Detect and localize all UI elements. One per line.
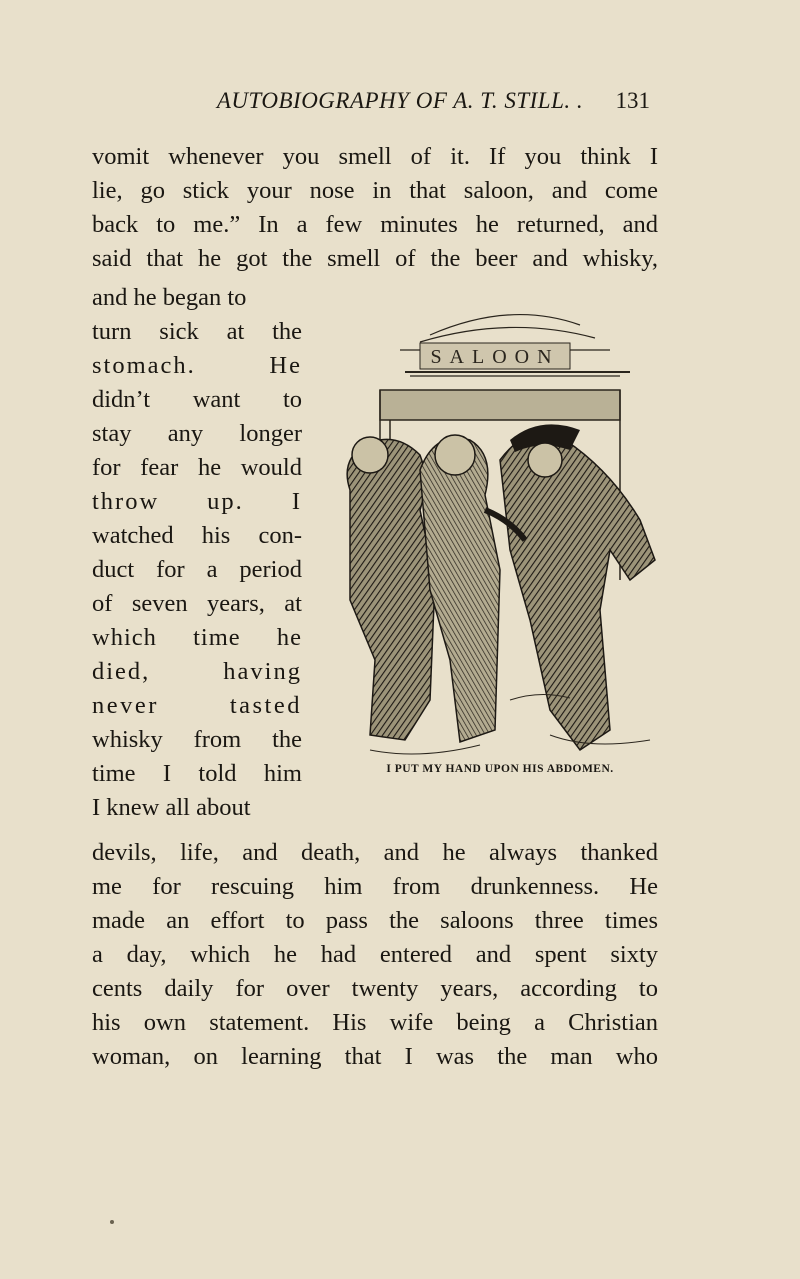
text-line: duct for a period — [92, 556, 302, 583]
text-line: time I told him — [92, 760, 302, 787]
text-line: throw up. I — [92, 488, 302, 515]
text-line: made an effort to pass the saloons three times — [92, 907, 658, 934]
text-line: me for rescuing him from drunkenness. He — [92, 873, 658, 900]
text-line: cents daily for over twenty years, according to — [92, 975, 658, 1002]
figure-caption: I PUT MY HAND UPON HIS ABDOMEN. — [386, 763, 614, 775]
text-line: which time he — [92, 624, 302, 651]
page-speck — [110, 1220, 114, 1224]
text-line: and he began to — [92, 284, 247, 311]
text-line: didn’t want to — [92, 386, 302, 413]
running-head: AUTOBIOGRAPHY OF A. T. STILL. . — [216, 88, 584, 113]
text-line: never tasted — [92, 692, 302, 719]
page-header — [0, 88, 800, 124]
text-line: his own statement. His wife being a Christian — [92, 1009, 658, 1036]
text-line: lie, go stick your nose in that saloon, and come — [92, 177, 658, 204]
text-line: I knew all about — [92, 794, 251, 821]
text-line: vomit whenever you smell of it. If you think I — [92, 143, 658, 170]
text-line: stomach. He — [92, 352, 302, 379]
text-line: a day, which he had entered and spent sixty — [92, 941, 658, 968]
sign-text: SALOON — [430, 346, 560, 368]
text-line: turn sick at the — [92, 318, 302, 345]
text-line: died, having — [92, 658, 302, 685]
text-line: whisky from the — [92, 726, 302, 753]
text-line: said that he got the smell of the beer and whisky, — [92, 245, 658, 272]
text-line: woman, on learning that I was the man who — [92, 1043, 658, 1070]
text-line: for fear he would — [92, 454, 302, 481]
text-line: watched his con- — [92, 522, 302, 549]
page-number: 131 — [615, 88, 650, 113]
text-line: stay any longer — [92, 420, 302, 447]
saloon-illustration — [310, 280, 670, 760]
text-line: of seven years, at — [92, 590, 302, 617]
text-line: devils, life, and death, and he always thanked — [92, 839, 658, 866]
text-line: back to me.” In a few minutes he returned, and — [92, 211, 658, 238]
